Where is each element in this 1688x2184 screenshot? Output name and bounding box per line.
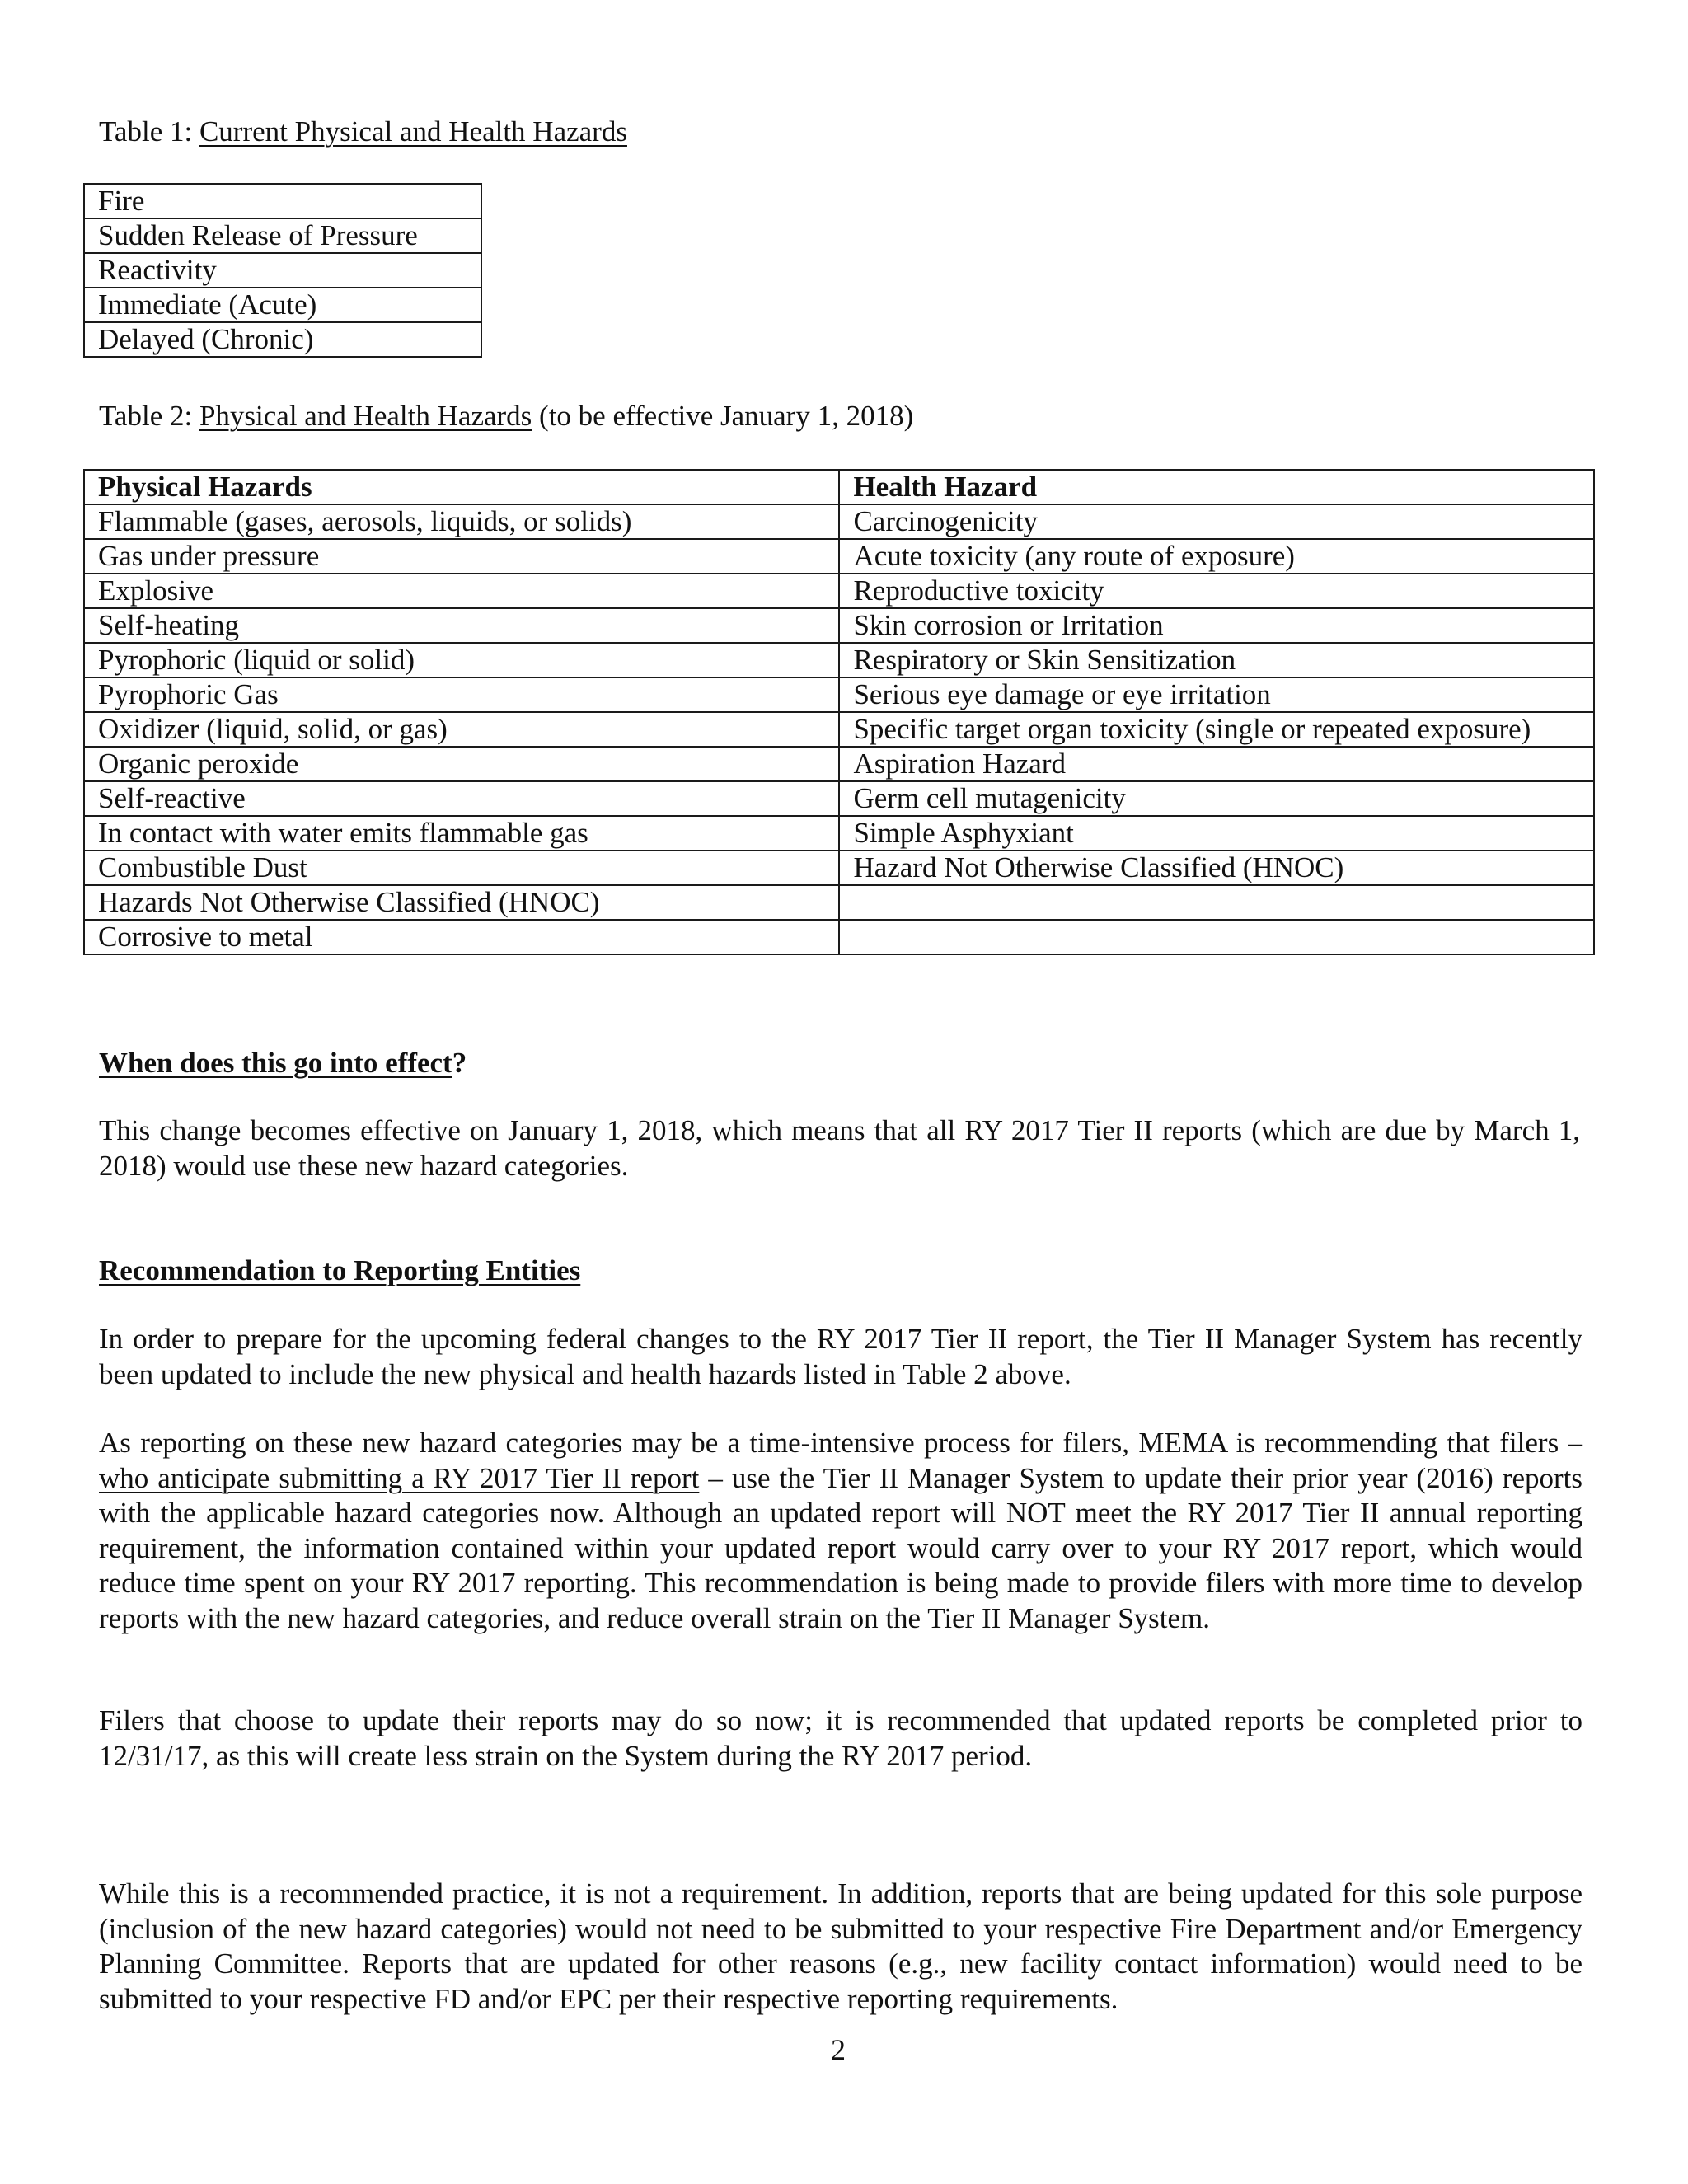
recommendation-paragraph-2-end: – use the Tier II Manager System to update their prior year (2016) reports with the applicable hazard categories now. Although an updated report will NOT meet the RY 2017 Tier II annual reporting requirement, the information contained within your updated report would carry over to your RY 2017 report, which would reduce time spent on your RY 2017 reporting. This recommendation is being made to provide filers with more time to develop reports with the new hazard categories, and reduce overall strain on the Tier II Manager System. bbox=[99, 1461, 1582, 1634]
anticipate-submitting-phrase: who anticipate submitting a RY 2017 Tier II report bbox=[99, 1461, 700, 1494]
table-row bbox=[84, 253, 481, 288]
table-row bbox=[84, 677, 1594, 712]
table-row bbox=[84, 816, 1594, 851]
table-row bbox=[84, 885, 1594, 920]
health-hazard-cell: Reproductive toxicity bbox=[839, 574, 1594, 608]
physical-hazards-header: Physical Hazards bbox=[84, 470, 839, 504]
table-row bbox=[84, 781, 1594, 816]
table1-cell: Immediate (Acute) bbox=[84, 288, 481, 322]
health-hazard-header: Health Hazard bbox=[839, 470, 1594, 504]
recommendation-paragraph-2 bbox=[99, 1426, 1582, 1636]
physical-hazard-cell: Organic peroxide bbox=[84, 747, 839, 781]
table-row bbox=[84, 184, 481, 218]
table2-caption-suffix: (to be effective January 1, 2018) bbox=[532, 400, 914, 432]
recommendation-paragraph-1: In order to prepare for the upcoming federal changes to the RY 2017 Tier II report, the Tier II Manager System has recently been updated to include the new physical and health hazards listed in Table 2 above. bbox=[99, 1323, 1582, 1390]
physical-hazard-cell: Oxidizer (liquid, solid, or gas) bbox=[84, 712, 839, 747]
table1-current-hazards bbox=[83, 183, 482, 358]
effective-date-heading bbox=[99, 1045, 467, 1081]
table-row bbox=[84, 608, 1594, 643]
table1-cell: Fire bbox=[84, 184, 481, 218]
table-row bbox=[84, 747, 1594, 781]
health-hazard-cell: Acute toxicity (any route of exposure) bbox=[839, 539, 1594, 574]
physical-hazard-cell: Corrosive to metal bbox=[84, 920, 839, 954]
table-row bbox=[84, 574, 1594, 608]
effective-date-heading-text: When does this go into effect bbox=[99, 1047, 452, 1079]
table2-new-hazards bbox=[83, 469, 1595, 955]
health-hazard-cell: Aspiration Hazard bbox=[839, 747, 1594, 781]
table-row bbox=[84, 288, 481, 322]
table1-caption bbox=[99, 114, 627, 150]
health-hazard-cell: Skin corrosion or Irritation bbox=[839, 608, 1594, 643]
table-row bbox=[84, 504, 1594, 539]
table2-header-row bbox=[84, 470, 1594, 504]
table1-caption-prefix: Table 1: bbox=[99, 115, 199, 148]
table-row bbox=[84, 322, 481, 357]
table2-caption-prefix: Table 2: bbox=[99, 400, 199, 432]
health-hazard-cell: Serious eye damage or eye irritation bbox=[839, 677, 1594, 712]
physical-hazard-cell: Flammable (gases, aerosols, liquids, or solids) bbox=[84, 504, 839, 539]
physical-hazard-cell: Self-reactive bbox=[84, 781, 839, 816]
effective-date-paragraph: This change becomes effective on January 1, 2018, which means that all RY 2017 Tier II reports (which are due by March 1, 2018) would use these new hazard categories. bbox=[99, 1114, 1580, 1182]
physical-hazard-cell: Combustible Dust bbox=[84, 851, 839, 885]
physical-hazard-cell: In contact with water emits flammable gas bbox=[84, 816, 839, 851]
table-row bbox=[84, 539, 1594, 574]
recommendation-paragraph-2-start: As reporting on these new hazard categories may be a time-intensive process for filers, MEMA is recommending that filers – bbox=[99, 1427, 1582, 1459]
physical-hazard-cell: Hazards Not Otherwise Classified (HNOC) bbox=[84, 885, 839, 920]
health-hazard-cell: Germ cell mutagenicity bbox=[839, 781, 1594, 816]
physical-hazard-cell: Pyrophoric Gas bbox=[84, 677, 839, 712]
recommendation-paragraph-3: Filers that choose to update their reports may do so now; it is recommended that updated reports be completed prior to 12/31/17, as this will create less strain on the System during the RY 2017 period. bbox=[99, 1704, 1582, 1772]
table1-cell: Sudden Release of Pressure bbox=[84, 218, 481, 253]
table-row bbox=[84, 851, 1594, 885]
table2-caption-title: Physical and Health Hazards bbox=[199, 400, 532, 432]
table1-caption-title: Current Physical and Health Hazards bbox=[199, 115, 627, 148]
physical-hazard-cell: Pyrophoric (liquid or solid) bbox=[84, 643, 839, 677]
health-hazard-cell: Simple Asphyxiant bbox=[839, 816, 1594, 851]
page-number: 2 bbox=[831, 2033, 846, 2066]
table2-caption bbox=[99, 398, 913, 434]
physical-hazard-cell: Explosive bbox=[84, 574, 839, 608]
recommendation-paragraph-4: While this is a recommended practice, it is not a requirement. In addition, reports that are being updated for this sole purpose (inclusion of the new hazard categories) would not need to be submitted to your respective Fire Department and/or Emergency Planning Committee. Reports that are updated for other reasons (e.g., new facility contact information) would need to be submitted to your respective FD and/or EPC per their respective reporting requirements. bbox=[99, 1877, 1582, 2015]
recommendation-heading-text: Recommendation to Reporting Entities bbox=[99, 1254, 581, 1286]
physical-hazard-cell: Self-heating bbox=[84, 608, 839, 643]
physical-hazard-cell: Gas under pressure bbox=[84, 539, 839, 574]
table-row bbox=[84, 712, 1594, 747]
health-hazard-cell bbox=[839, 885, 1594, 920]
health-hazard-cell: Respiratory or Skin Sensitization bbox=[839, 643, 1594, 677]
table-row bbox=[84, 643, 1594, 677]
recommendation-heading bbox=[99, 1253, 580, 1289]
table-row bbox=[84, 920, 1594, 954]
table-row bbox=[84, 218, 481, 253]
health-hazard-cell bbox=[839, 920, 1594, 954]
health-hazard-cell: Hazard Not Otherwise Classified (HNOC) bbox=[839, 851, 1594, 885]
health-hazard-cell: Specific target organ toxicity (single or repeated exposure) bbox=[839, 712, 1594, 747]
table1-cell: Reactivity bbox=[84, 253, 481, 288]
health-hazard-cell: Carcinogenicity bbox=[839, 504, 1594, 539]
effective-date-heading-mark: ? bbox=[452, 1047, 467, 1079]
table1-cell: Delayed (Chronic) bbox=[84, 322, 481, 357]
